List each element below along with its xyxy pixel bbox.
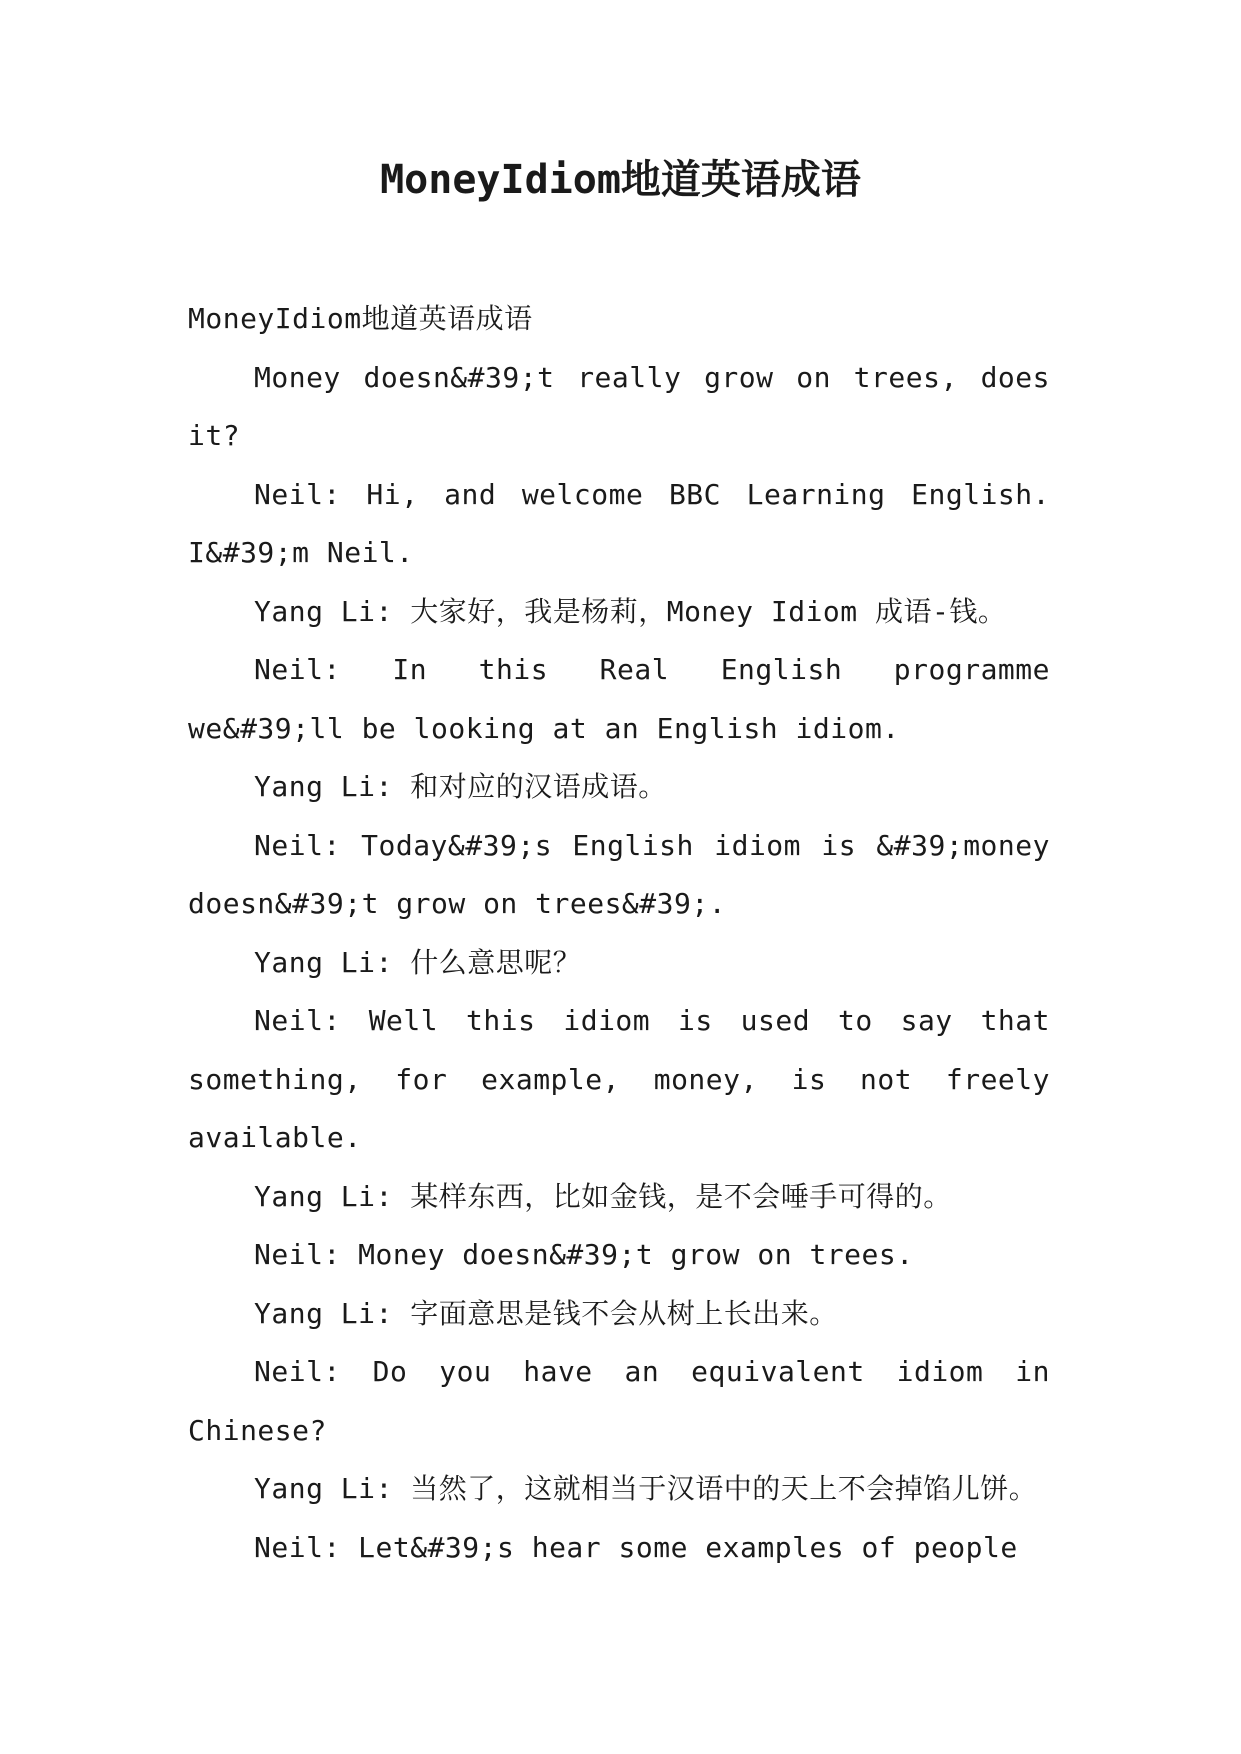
paragraph: Neil: Do you have an equivalent idiom in Chinese? [188,1355,1050,1447]
paragraph: Yang Li: 什么意思呢？ [254,945,582,979]
paragraph: Money doesn&#39;t really grow on trees, does it? [188,360,1050,452]
paragraph: Yang Li: 某样东西，比如金钱，是不会唾手可得的。 [254,1179,952,1213]
paragraph-heading: MoneyIdiom地道英语成语 [188,302,533,335]
paragraph: Neil: Hi, and welcome BBC Learning English. I&#39;m Neil. [188,477,1050,569]
paragraph: Neil: Money doesn&#39;t grow on trees. [254,1238,914,1271]
paragraph: Yang Li: 当然了，这就相当于汉语中的天上不会掉馅儿饼。 [254,1472,1038,1505]
document-body [188,290,1050,1577]
paragraph: Neil: Let&#39;s hear some examples of people [254,1530,1018,1564]
paragraph: Neil: Today&#39;s English idiom is &#39;money doesn&#39;t grow on trees&#39;. [188,828,1050,920]
document-title: MoneyIdiom地道英语成语 [380,157,861,203]
paragraph: Yang Li: 大家好，我是杨莉，Money Idiom 成语-钱。 [254,594,1007,628]
paragraph: Neil: Well this idiom is used to say that something, for example, money, is not freely available. [188,1004,1050,1154]
paragraph: Yang Li: 和对应的汉语成语。 [254,770,667,803]
paragraph: Neil: In this Real English programme we&#39;ll be looking at an English idiom. [188,653,1050,745]
paragraph: Yang Li: 字面意思是钱不会从树上长出来。 [254,1296,838,1330]
